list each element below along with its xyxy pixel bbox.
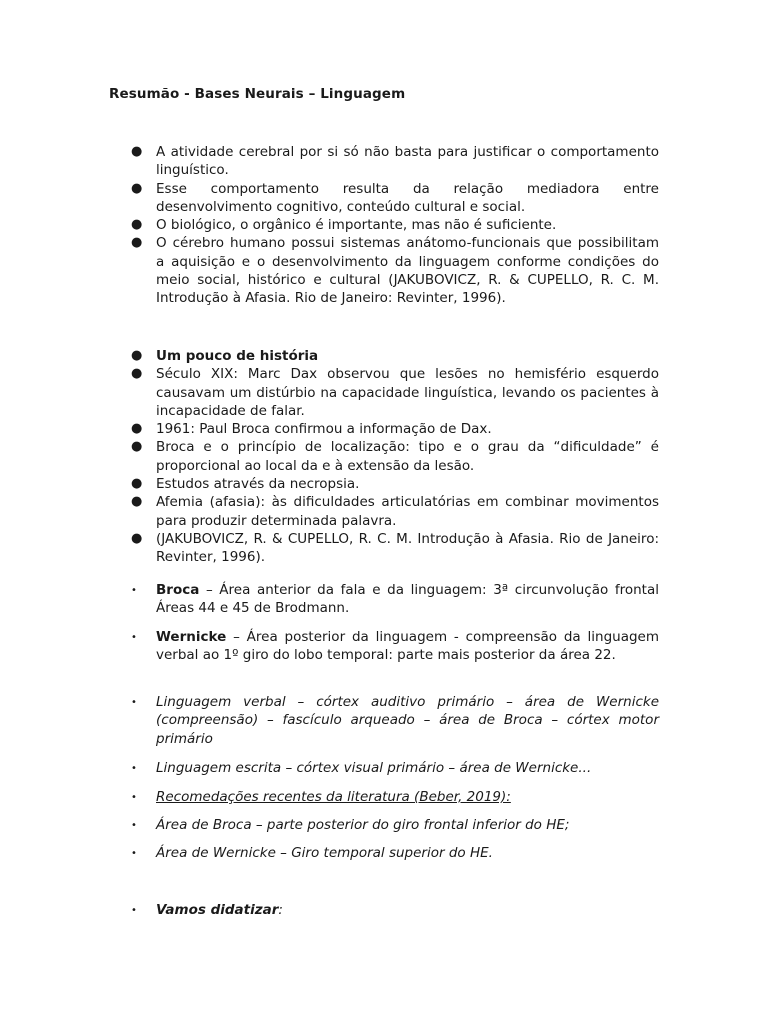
bullet-icon: ●	[131, 348, 143, 363]
bullet-icon: ●	[131, 217, 143, 233]
wernicke-term: Wernicke	[156, 629, 227, 645]
list-item: ● Broca e o princípio de localização: tipo e o grau da “dificuldade” é proporcional ao local da e à extensão da lesão.	[131, 439, 659, 474]
bullet-icon: •	[131, 697, 137, 708]
bullet-icon: ●	[131, 144, 143, 159]
bullet-icon: •	[131, 585, 137, 596]
recomendacoes-item: • Recomedações recentes da literatura (Beber, 2019):	[131, 788, 659, 806]
didatizar-item: • Vamos didatizar:	[131, 901, 659, 919]
list-item: ● O cérebro humano possui sistemas anátomo-funcionais que possibilitam a aquisição e o desenvolvimento da linguagem conforme condições do meio social, histórico e cultural (JAKUBOVICZ, R. & CUPELLO, R. C. M. Introdução à Afasia. Rio de Janeiro: Revinter, 1996).	[131, 235, 659, 307]
broca-area-item: • Área de Broca – parte posterior do giro frontal inferior do HE;	[131, 816, 659, 834]
bullet-icon: •	[131, 792, 137, 803]
didatizar-label: Vamos didatizar	[156, 902, 279, 918]
list-item: ● Esse comportamento resulta da relação mediadora entre desenvolvimento cognitivo, conteúdo cultural e social.	[131, 180, 659, 215]
bullet-icon: ●	[131, 494, 143, 510]
bullet-icon: ●	[131, 476, 143, 492]
bullet-icon: ●	[131, 439, 143, 455]
verbal-item: • Linguagem verbal – córtex auditivo primário – área de Wernicke (compreensão) – fascículo arqueado – área de Broca – córtex motor primário	[131, 694, 659, 747]
list-item: ● A atividade cerebral por si só não basta para justificar o comportamento linguístico.	[131, 144, 659, 179]
escrita-item: • Linguagem escrita – córtex visual primário – área de Wernicke...	[131, 759, 659, 777]
list-item: ● Século XIX: Marc Dax observou que lesões no hemisfério esquerdo causavam um distúrbio na capacidade linguística, levando os pacientes à incapacidade de falar.	[131, 366, 659, 419]
list-item: ● Estudos através da necropsia.	[131, 476, 360, 493]
bullet-icon: •	[131, 848, 137, 859]
broca-term: Broca	[156, 582, 200, 598]
list-item: ● 1961: Paul Broca confirmou a informação de Dax.	[131, 421, 492, 438]
section-heading: ● Um pouco de história	[131, 348, 319, 364]
page-title: Resumão - Bases Neurais – Linguagem	[109, 86, 406, 102]
bullet-icon: •	[131, 763, 137, 774]
bullet-icon: ●	[131, 366, 143, 382]
bullet-icon: ●	[131, 530, 143, 546]
bullet-icon: •	[131, 820, 137, 831]
history-list	[131, 347, 659, 567]
broca-item	[131, 581, 659, 618]
list-item: ● O biológico, o orgânico é importante, mas não é suficiente.	[131, 217, 557, 234]
bullet-icon: •	[131, 905, 137, 916]
bullet-icon: •	[131, 632, 137, 643]
bullet-icon: ●	[131, 235, 143, 251]
list-item: ● Afemia (afasia): às dificuldades articulatórias em combinar movimentos para produzir determinada palavra.	[131, 494, 659, 529]
broca-definition: – Área anterior da fala e da linguagem: 3ª circunvolução frontal Áreas 44 e 45 de Brodmann.	[156, 582, 659, 617]
wernicke-definition: – Área posterior da linguagem - compreensão da linguagem verbal ao 1º giro do lobo temporal: parte mais posterior da área 22.	[156, 629, 659, 664]
wernicke-item	[131, 628, 659, 665]
intro-list	[131, 143, 659, 308]
bullet-icon: ●	[131, 421, 143, 437]
list-item: ● (JAKUBOVICZ, R. & CUPELLO, R. C. M. Introdução à Afasia. Rio de Janeiro: Revinter, 1996).	[131, 530, 659, 566]
wernicke-area-item: • Área de Wernicke – Giro temporal superior do HE.	[131, 844, 659, 862]
bullet-icon: ●	[131, 180, 143, 196]
